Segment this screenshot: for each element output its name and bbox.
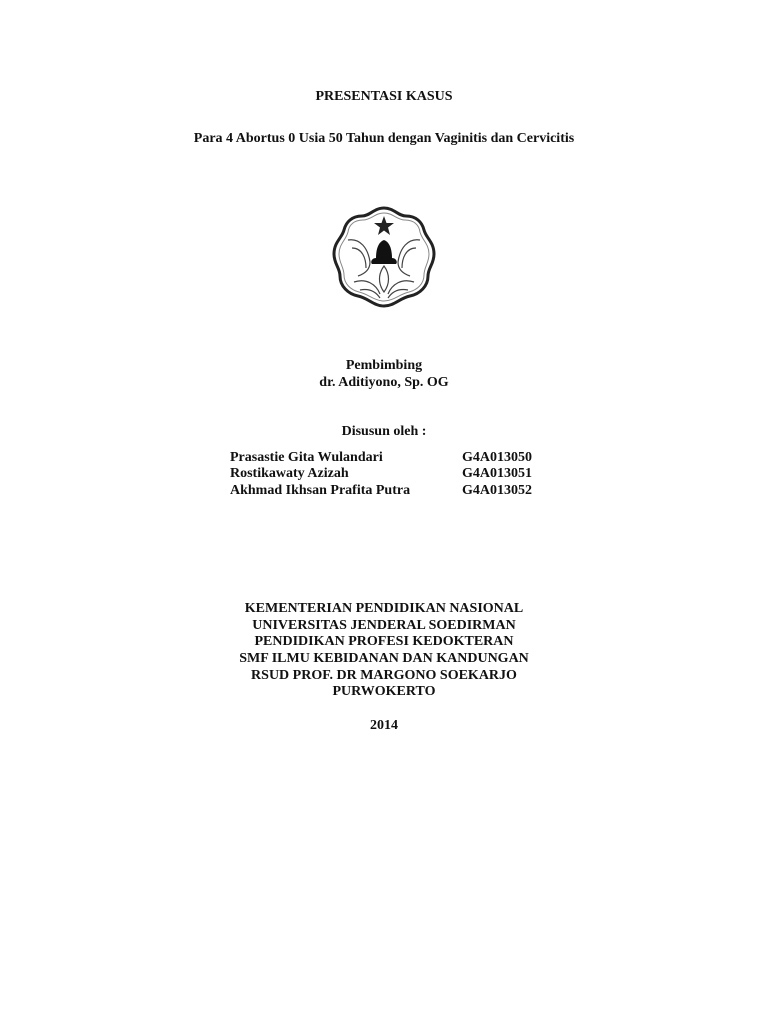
author-id: G4A013052	[462, 483, 532, 498]
institution-line: PURWOKERTO	[332, 684, 436, 699]
document-title: PRESENTASI KASUS	[315, 89, 453, 104]
author-row	[230, 465, 570, 482]
author-name: Rostikawaty Azizah	[230, 466, 349, 481]
author-id: G4A013050	[462, 450, 532, 465]
institution-line: PENDIDIKAN PROFESI KEDOKTERAN	[254, 634, 514, 649]
institution-line: RSUD PROF. DR MARGONO SOEKARJO	[251, 668, 517, 683]
author-name: Prasastie Gita Wulandari	[230, 450, 383, 465]
year: 2014	[370, 718, 398, 733]
author-id: G4A013051	[462, 466, 532, 481]
advisor-name: dr. Aditiyono, Sp. OG	[319, 375, 449, 390]
document-subtitle: Para 4 Abortus 0 Usia 50 Tahun dengan Vaginitis dan Cervicitis	[193, 131, 575, 146]
institution-line: KEMENTERIAN PENDIDIKAN NASIONAL	[244, 601, 524, 616]
author-row	[230, 482, 570, 499]
institution-line: SMF ILMU KEBIDANAN DAN KANDUNGAN	[239, 651, 529, 666]
institution-line: UNIVERSITAS JENDERAL SOEDIRMAN	[252, 618, 516, 633]
author-name: Akhmad Ikhsan Prafita Putra	[230, 483, 411, 498]
authors-label: Disusun oleh :	[341, 424, 427, 439]
author-row	[230, 449, 570, 466]
university-logo	[330, 204, 438, 308]
advisor-label: Pembimbing	[345, 358, 423, 373]
